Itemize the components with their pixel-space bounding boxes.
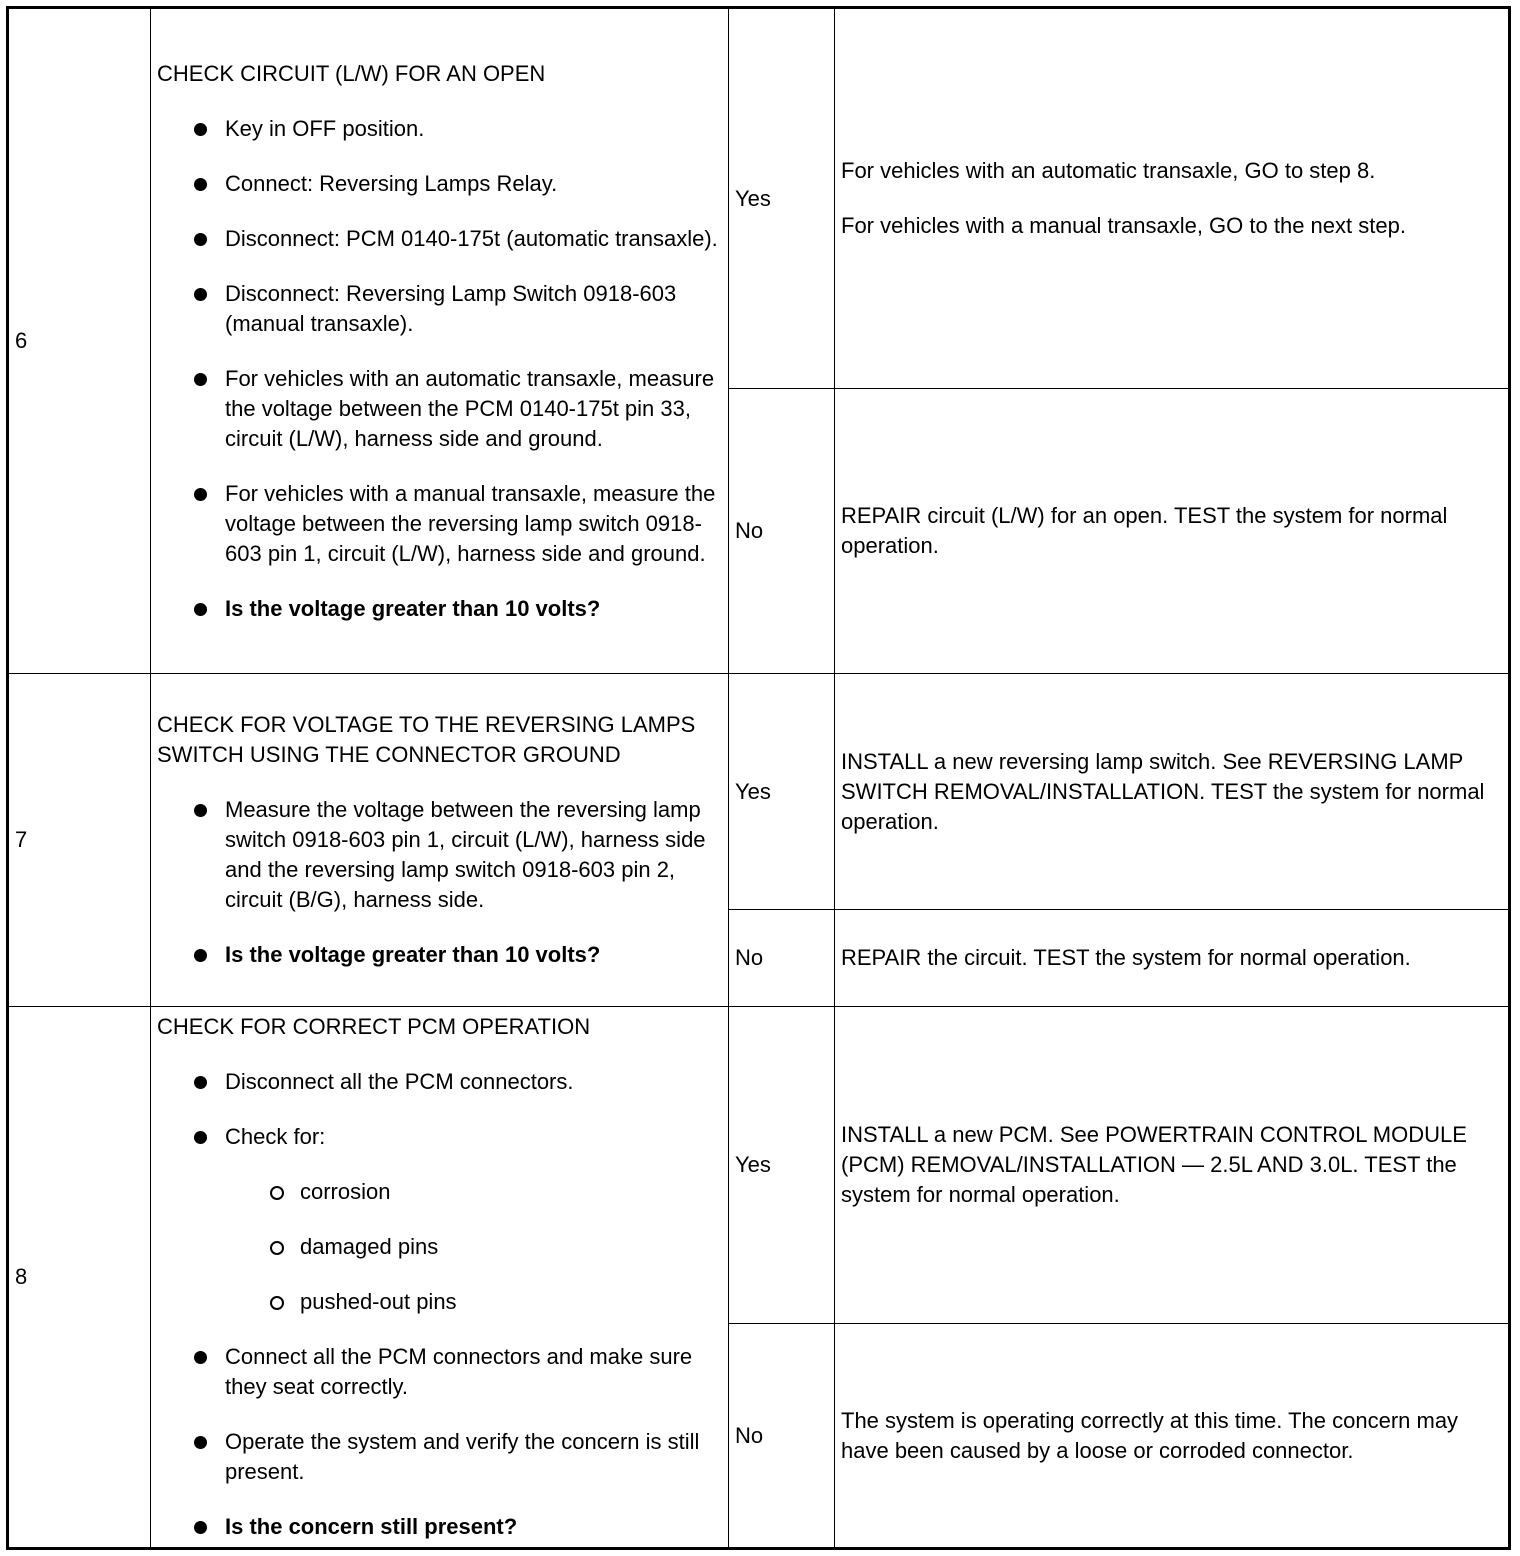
list-item: For vehicles with a manual transaxle, measure the voltage between the reversing lamp switch 0918-603 pin 1, circuit (L/W), harness side and ground.	[225, 479, 722, 569]
step-bullets	[157, 795, 722, 970]
yes-label: Yes	[729, 8, 835, 389]
list-item: Connect all the PCM connectors and make sure they seat correctly.	[225, 1342, 722, 1402]
step-bullets	[157, 114, 722, 624]
step-question: Is the voltage greater than 10 volts?	[225, 594, 722, 624]
step-bullets	[157, 1067, 722, 1542]
list-item: Operate the system and verify the concern is still present.	[225, 1427, 722, 1487]
yes-label: Yes	[729, 1007, 835, 1324]
list-item: Check for: corrosion damaged pins pushed-out pins	[225, 1122, 722, 1317]
step-question: Is the concern still present?	[225, 1512, 722, 1542]
bullet-icon	[194, 1351, 207, 1364]
list-item: Disconnect all the PCM connectors.	[225, 1067, 722, 1097]
yes-label: Yes	[729, 674, 835, 910]
bullet-icon	[194, 373, 207, 386]
no-result: REPAIR circuit (L/W) for an open. TEST the system for normal operation.	[835, 389, 1510, 674]
no-label: No	[729, 910, 835, 1007]
sub-list-item: damaged pins	[300, 1232, 722, 1262]
list-item: For vehicles with an automatic transaxle, measure the voltage between the PCM 0140-175t pin 33, circuit (L/W), harness side and ground.	[225, 364, 722, 454]
step-number: 6	[8, 8, 151, 674]
step-action	[151, 674, 729, 1007]
yes-result: For vehicles with an automatic transaxle, GO to step 8. For vehicles with a manual transaxle, GO to the next step.	[835, 8, 1510, 389]
bullet-icon	[194, 233, 207, 246]
no-label: No	[729, 1324, 835, 1549]
step-title: CHECK FOR CORRECT PCM OPERATION	[157, 1014, 591, 1039]
list-item: Key in OFF position.	[225, 114, 722, 144]
step-number: 7	[8, 674, 151, 1007]
diagnostic-table	[6, 6, 1511, 1550]
bullet-icon	[194, 1521, 207, 1534]
step-title: CHECK CIRCUIT (L/W) FOR AN OPEN	[157, 60, 546, 86]
bullet-icon	[194, 488, 207, 501]
bullet-icon	[194, 1076, 207, 1089]
step-question: Is the voltage greater than 10 volts?	[225, 940, 722, 970]
sub-bullets	[225, 1177, 722, 1317]
circle-bullet-icon	[270, 1241, 284, 1255]
list-item: Disconnect: Reversing Lamp Switch 0918-603 (manual transaxle).	[225, 279, 722, 339]
table-row	[8, 674, 1510, 910]
bullet-icon	[194, 1436, 207, 1449]
bullet-icon	[194, 123, 207, 136]
circle-bullet-icon	[270, 1296, 284, 1310]
no-result: The system is operating correctly at this time. The concern may have been caused by a loose or corroded connector.	[835, 1324, 1510, 1549]
bullet-icon	[194, 804, 207, 817]
sub-list-item: corrosion	[300, 1177, 722, 1207]
circle-bullet-icon	[270, 1186, 284, 1200]
yes-result: INSTALL a new PCM. See POWERTRAIN CONTROL MODULE (PCM) REMOVAL/INSTALLATION — 2.5L AND 3.0L. TEST the system for normal operation.	[835, 1007, 1510, 1324]
bullet-icon	[194, 288, 207, 301]
no-result: REPAIR the circuit. TEST the system for normal operation.	[835, 910, 1510, 1007]
yes-result: INSTALL a new reversing lamp switch. See REVERSING LAMP SWITCH REMOVAL/INSTALLATION. TEST the system for normal operation.	[835, 674, 1510, 910]
bullet-icon	[194, 178, 207, 191]
step-action	[151, 1007, 729, 1549]
list-item: Connect: Reversing Lamps Relay.	[225, 169, 722, 199]
step-action	[151, 8, 729, 674]
step-number: 8	[8, 1007, 151, 1549]
bullet-icon	[194, 949, 207, 962]
bullet-icon	[194, 1131, 207, 1144]
no-label: No	[729, 389, 835, 674]
step-title: CHECK FOR VOLTAGE TO THE REVERSING LAMPS SWITCH USING THE CONNECTOR GROUND	[157, 712, 696, 767]
list-item: Measure the voltage between the reversing lamp switch 0918-603 pin 1, circuit (L/W), harness side and the reversing lamp switch 0918-603 pin 2, circuit (B/G), harness side.	[225, 795, 722, 915]
list-item: Disconnect: PCM 0140-175t (automatic transaxle).	[225, 224, 722, 254]
table-row	[8, 8, 1510, 389]
bullet-icon	[194, 603, 207, 616]
sub-list-item: pushed-out pins	[300, 1287, 722, 1317]
table-row	[8, 1007, 1510, 1324]
